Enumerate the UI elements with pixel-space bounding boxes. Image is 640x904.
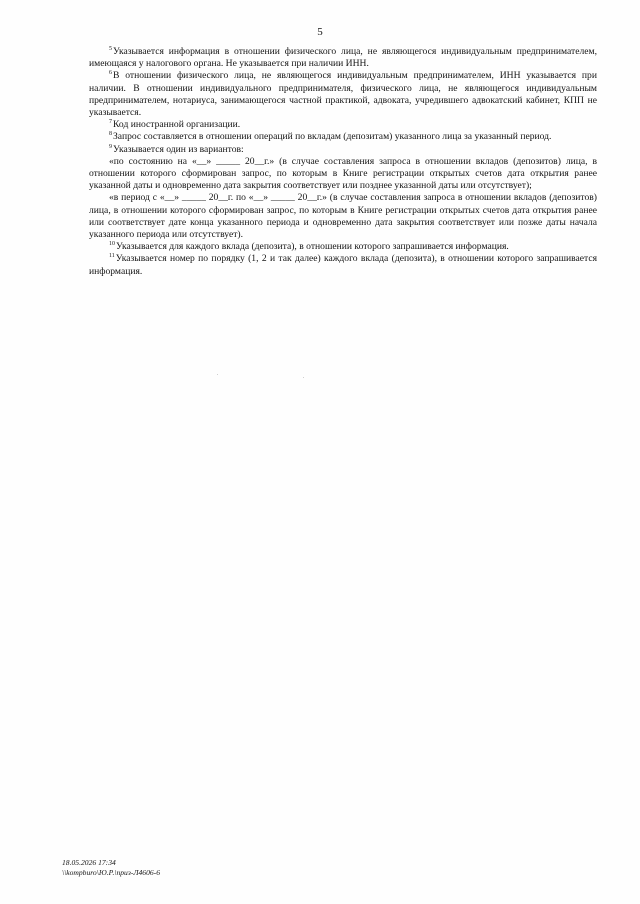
footnote-9-variant-2	[89, 192, 597, 241]
footnote-8	[89, 131, 597, 143]
footnotes-block	[89, 46, 597, 278]
footnote-text: В отношении физического лица, не являющегося индивидуальным предпринимателем, ИНН указывается при наличии. В отношении индивидуального предпринимателя, физического лица, не являющегося индивидуальным предпринимателем, нотариуса, занимающегося частной практикой, адвоката, учредившего адвокатский кабинет, КПП не указывается.	[89, 70, 597, 119]
footnote-9	[89, 144, 597, 156]
footnote-5	[89, 46, 597, 70]
footnote-marker: 9	[109, 143, 112, 150]
footer-datetime: 18.05.2026 17:34	[62, 858, 116, 867]
footnote-6	[89, 70, 597, 119]
footnote-9-variant-1	[89, 156, 597, 193]
footnote-text: «по состоянию на «__» _____ 20__г.» (в случае составления запроса в отношении вкладов (депозитов) лица, в отношении которого сформирован запрос, по которым в Книге регистрации открытых счетов дата открытия ранее указанной даты и одновременно дата закрытия соответствует или позднее указанной даты или отсутствует);	[89, 155, 597, 192]
footnote-marker: 11	[109, 253, 115, 260]
footnote-text: Указывается для каждого вклада (депозита), в отношении которого запрашивается информация.	[116, 241, 509, 253]
footnote-10	[89, 241, 597, 253]
footnote-text: Указывается один из вариантов:	[113, 143, 244, 155]
footnote-marker: 10	[109, 241, 115, 248]
scan-speck	[303, 377, 304, 378]
print-footer	[62, 858, 160, 877]
scan-speck	[217, 374, 218, 375]
footnote-text: Указывается номер по порядку (1, 2 и так далее) каждого вклада (депозита), в отношении которого запрашивается информация.	[89, 253, 597, 277]
footer-file-path: \\kompburo\Ю.Р.\приз-Л4606-6	[62, 867, 161, 877]
page-number: 5	[317, 26, 323, 38]
footnote-11	[89, 253, 597, 277]
footnote-marker: 7	[109, 119, 112, 126]
footnote-text: «в период с «__» _____ 20__г. по «__» _____ 20__г.» (в случае составления запроса в отношении вкладов (депозитов) лица, в отношении которого сформирован запрос, по которым в Книге регистрации открытых счетов дата открытия ранее или соответствует дате конца указанного периода и одновременно дата закрытия соответствует или позже даты начала указанного периода или отсутствует).	[89, 192, 597, 241]
footnote-text: Указывается информация в отношении физического лица, не являющегося индивидуальным предпринимателем, имеющаяся у налогового органа. Не указывается при наличии ИНН.	[89, 46, 597, 70]
footnote-marker: 6	[109, 70, 112, 77]
footnote-marker: 5	[109, 46, 112, 52]
footnote-marker: 8	[109, 131, 112, 138]
footnote-text: Запрос составляется в отношении операций по вкладам (депозитам) указанного лица за указанный период.	[113, 131, 552, 143]
footnote-text: Код иностранной организации.	[113, 119, 241, 131]
footnote-7	[89, 119, 597, 131]
